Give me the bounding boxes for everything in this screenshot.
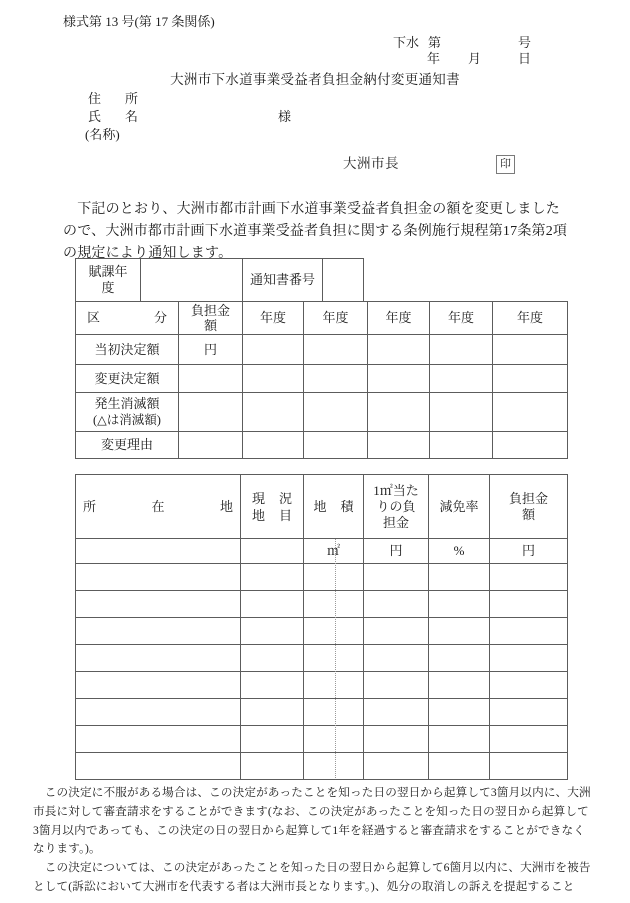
row-label-arisen-extinguished (76, 393, 179, 432)
empty-cell (490, 564, 568, 591)
empty-cell (243, 365, 304, 393)
empty-cell (76, 618, 241, 645)
empty-cell (243, 335, 304, 365)
empty-cell (493, 393, 568, 432)
empty-cell (241, 672, 304, 699)
empty-cell (490, 753, 568, 780)
empty-cell (429, 726, 490, 753)
empty-cell (490, 591, 568, 618)
empty-cell (364, 753, 429, 780)
empty-cell (304, 753, 364, 780)
parcel-table (75, 474, 568, 780)
row-label-change-reason: 変更理由 (76, 432, 179, 459)
fiscal-year-value-cell (141, 259, 243, 302)
empty-cell (429, 618, 490, 645)
name-label: 氏 名 (88, 109, 138, 124)
amount2-line2: 額 (521, 506, 535, 522)
empty-cell (241, 699, 304, 726)
note-line: 市長に対して審査請求をすることができます(なお、この決定があったことを知った日の翌日から起算して (33, 804, 589, 818)
note-line: なります。)。 (33, 842, 101, 856)
body-paragraph (63, 199, 571, 265)
notice-number-label-cell: 通知書番号 (243, 259, 323, 302)
empty-cell (241, 564, 304, 591)
empty-cell (429, 564, 490, 591)
empty-cell (76, 753, 241, 780)
empty-cell (429, 699, 490, 726)
empty-cell (304, 672, 364, 699)
empty-cell (304, 591, 364, 618)
appeal-notes (33, 784, 605, 897)
address-label: 住 所 (88, 91, 138, 106)
empty-cell (364, 672, 429, 699)
year-header-cell: 年度 (430, 302, 493, 335)
per-sqm-unit-cell: 円 (364, 539, 429, 564)
date-day-label: 日 (518, 51, 532, 66)
empty-cell (304, 618, 364, 645)
empty-cell (430, 393, 493, 432)
note-line: この決定に不服がある場合は、この決定があったことを知った日の翌日から起算して3箇月以内に、大洲 (33, 786, 591, 799)
empty-cell (430, 335, 493, 365)
seal-mark: 印 (496, 155, 515, 174)
per-sqm-header-cell (364, 475, 429, 539)
landuse-line1: 現 況 (252, 490, 292, 506)
doc-no-prefix: 下水 (393, 35, 420, 50)
empty-cell (304, 564, 364, 591)
fiscal-year-label-line2: 度 (101, 280, 115, 295)
per-sqm-line2: りの負 (376, 498, 416, 514)
empty-cell (304, 699, 364, 726)
body-line: の規定により通知します。 (63, 246, 233, 261)
note-line: として(訴訟において大洲市を代表する者は大洲市長となります。)、処分の取消しの訴えを提起すること (33, 879, 575, 893)
empty-cell (241, 539, 304, 564)
empty-cell (490, 672, 568, 699)
empty-cell (493, 365, 568, 393)
empty-cell (76, 726, 241, 753)
arisen-line1: 発生消滅額 (94, 396, 160, 411)
reduction-unit-cell: % (429, 539, 490, 564)
empty-cell (364, 564, 429, 591)
empty-cell (364, 618, 429, 645)
amount-change-table (75, 301, 568, 459)
empty-cell (76, 539, 241, 564)
doc-no-go-label: 号 (518, 35, 532, 50)
area-decimal-dotted-line (335, 539, 336, 778)
yen-unit-cell: 円 (179, 335, 243, 365)
amount2-line1: 負担金 (508, 490, 548, 506)
empty-cell (490, 618, 568, 645)
empty-cell (76, 672, 241, 699)
empty-cell (368, 365, 430, 393)
empty-cell (179, 393, 243, 432)
reduction-rate-header-cell: 減免率 (429, 475, 490, 539)
per-sqm-line3: 担金 (382, 514, 409, 530)
year-header-cell: 年度 (493, 302, 568, 335)
empty-cell (364, 726, 429, 753)
amount-header-line1: 負担金 (190, 303, 230, 318)
empty-cell (430, 432, 493, 459)
location-header-label: 所 在 地 (83, 498, 233, 514)
note-line: 3箇月以内であっても、この決定の日の翌日から起算して1年を経過すると審査請求をすることができなく (33, 823, 585, 837)
empty-cell (76, 645, 241, 672)
landuse-header-cell (241, 475, 304, 539)
empty-cell (364, 591, 429, 618)
area-header-cell (304, 475, 364, 539)
honorific-sama: 様 (278, 109, 292, 124)
empty-cell (179, 365, 243, 393)
empty-cell (243, 432, 304, 459)
empty-cell (368, 393, 430, 432)
mayor-name: 大洲市長 (343, 156, 399, 171)
empty-cell (364, 645, 429, 672)
empty-cell (76, 699, 241, 726)
row-label-initial-amount: 当初決定額 (76, 335, 179, 365)
empty-cell (304, 726, 364, 753)
notice-number-value-cell (323, 259, 364, 302)
page-title: 大洲市下水道事業受益者負担金納付変更通知書 (170, 72, 460, 87)
empty-cell (76, 591, 241, 618)
empty-cell (241, 591, 304, 618)
date-year-label: 年 (427, 51, 441, 66)
fiscal-year-label-line1: 賦課年 (88, 264, 128, 279)
doc-no-dai-label: 第 (428, 35, 442, 50)
year-header-cell: 年度 (304, 302, 368, 335)
year-header-cell: 年度 (243, 302, 304, 335)
empty-cell (429, 672, 490, 699)
empty-cell (241, 753, 304, 780)
fiscal-year-label-cell (76, 259, 141, 302)
body-line: 下記のとおり、大洲市都市計画下水道事業受益者負担金の額を変更しました (63, 202, 560, 217)
empty-cell (304, 645, 364, 672)
empty-cell (429, 645, 490, 672)
empty-cell (429, 591, 490, 618)
landuse-line2: 地 目 (252, 507, 292, 523)
per-sqm-line1: 1㎡当た (373, 482, 419, 498)
form-number: 様式第 13 号(第 17 条関係) (63, 14, 215, 29)
empty-cell (241, 618, 304, 645)
empty-cell (304, 432, 368, 459)
empty-cell (304, 335, 368, 365)
arisen-line2: (△は消滅額) (93, 413, 161, 427)
amount-unit-cell: 円 (490, 539, 568, 564)
empty-cell (243, 393, 304, 432)
empty-cell (493, 335, 568, 365)
empty-cell (364, 699, 429, 726)
empty-cell (490, 726, 568, 753)
empty-cell (304, 393, 368, 432)
year-header-cell: 年度 (368, 302, 430, 335)
area-header-label: 地 積 (313, 498, 354, 514)
empty-cell (493, 432, 568, 459)
empty-cell (368, 335, 430, 365)
note-line: この決定については、この決定があったことを知った日の翌日から起算して6箇月以内に、大洲市を被告 (33, 861, 591, 875)
empty-cell (430, 365, 493, 393)
amount-header-cell (179, 302, 243, 335)
empty-cell (490, 699, 568, 726)
empty-cell (179, 432, 243, 459)
empty-cell (241, 726, 304, 753)
category-header-label: 区 分 (87, 310, 167, 325)
area-unit-cell: ㎡ (304, 539, 364, 564)
row-label-changed-amount: 変更決定額 (76, 365, 179, 393)
amount-header-line2: 額 (203, 318, 217, 333)
assessment-header-table (75, 258, 364, 302)
empty-cell (490, 645, 568, 672)
empty-cell (429, 753, 490, 780)
empty-cell (76, 564, 241, 591)
date-month-label: 月 (468, 51, 482, 66)
category-header-cell (76, 302, 179, 335)
body-line: ので、大洲市都市計画下水道事業受益者負担に関する条例施行規程第17条第2項 (63, 224, 568, 239)
location-header-cell (76, 475, 241, 539)
amount-header-cell2 (490, 475, 568, 539)
empty-cell (241, 645, 304, 672)
empty-cell (368, 432, 430, 459)
empty-cell (304, 365, 368, 393)
alias-label: (名称) (85, 127, 120, 142)
